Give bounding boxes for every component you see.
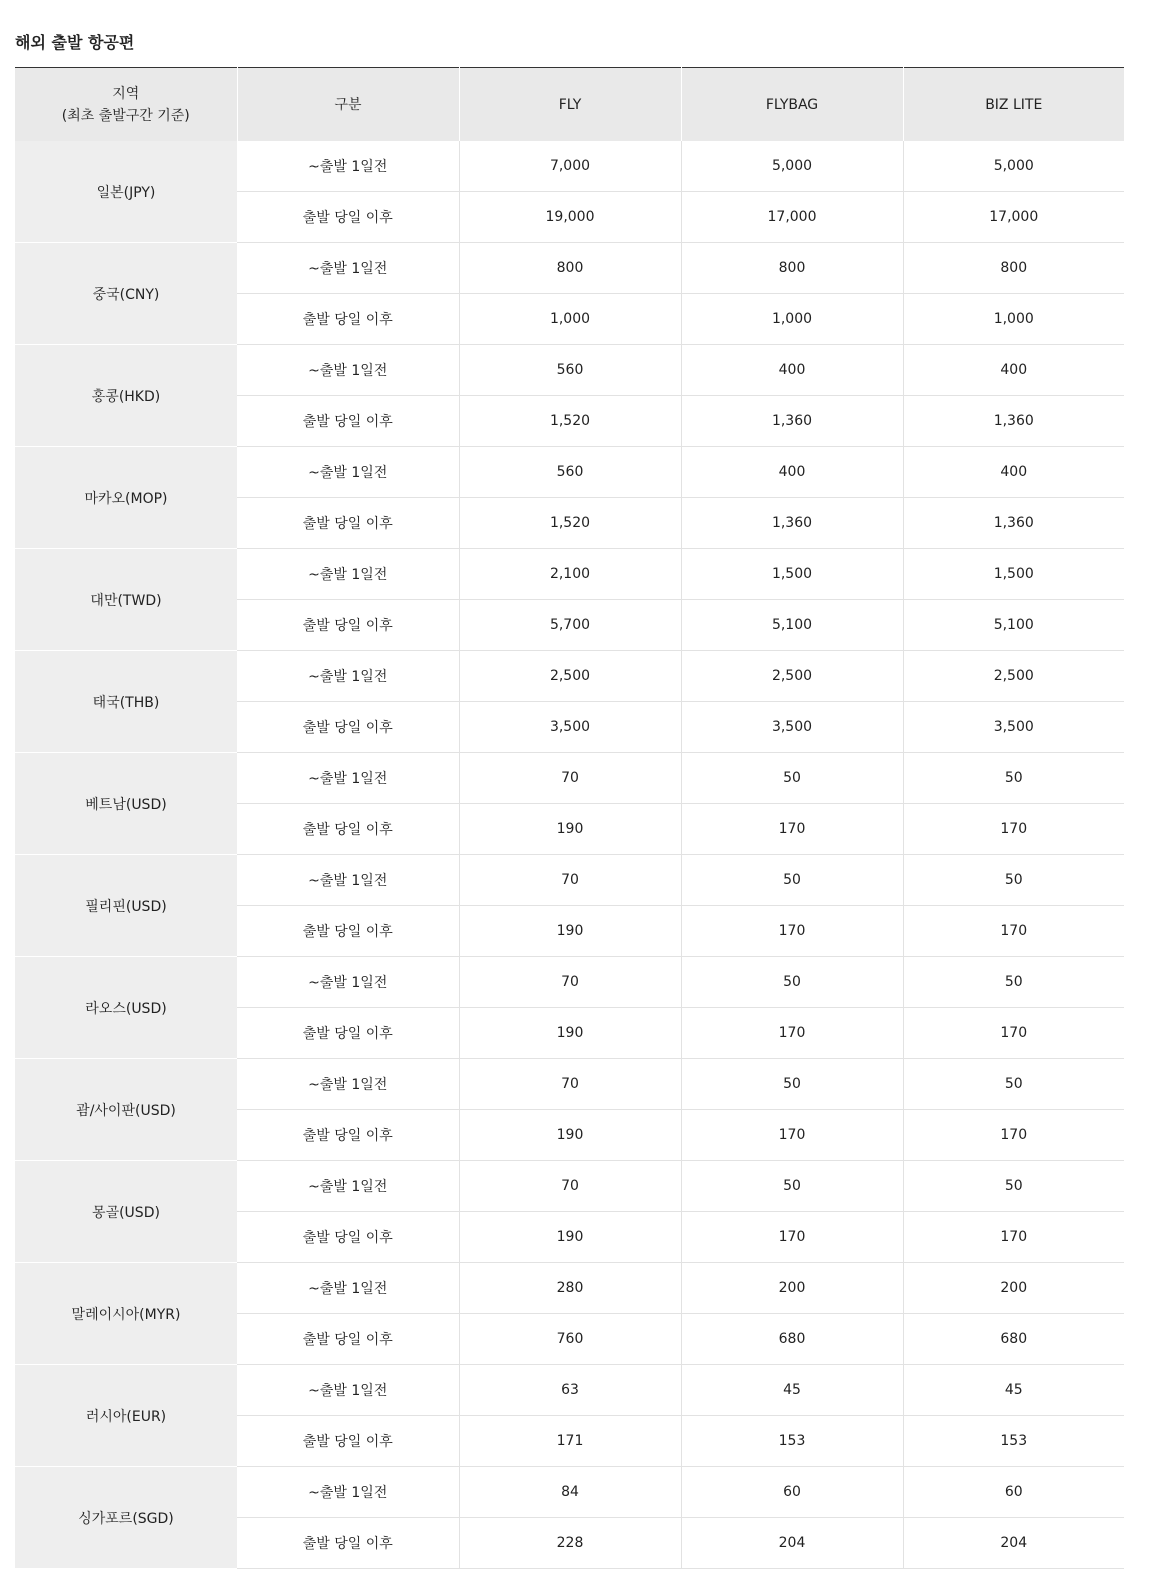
bizlite-fare-cell: 170 [903, 1212, 1124, 1263]
bizlite-fare-cell: 400 [903, 447, 1124, 498]
flybag-fare-cell: 50 [681, 753, 903, 804]
flybag-fare-cell: 50 [681, 1161, 903, 1212]
region-cell: 필리핀(USD) [15, 855, 237, 957]
bizlite-fare-cell: 680 [903, 1314, 1124, 1365]
fly-fare-cell: 1,520 [459, 396, 681, 447]
flybag-fare-cell: 5,100 [681, 600, 903, 651]
flybag-fare-cell: 17,000 [681, 192, 903, 243]
region-cell: 싱가포르(SGD) [15, 1467, 237, 1569]
flybag-fare-cell: 200 [681, 1263, 903, 1314]
fly-fare-cell: 5,700 [459, 600, 681, 651]
bizlite-fare-cell: 50 [903, 1059, 1124, 1110]
region-cell: 마카오(MOP) [15, 447, 237, 549]
flybag-fare-cell: 1,000 [681, 294, 903, 345]
region-cell: 일본(JPY) [15, 141, 237, 243]
fly-fare-cell: 2,500 [459, 651, 681, 702]
fare-table-body [15, 141, 1124, 1569]
table-row [15, 141, 1124, 192]
table-row [15, 447, 1124, 498]
division-cell: 출발 당일 이후 [237, 498, 459, 549]
table-row [15, 549, 1124, 600]
division-cell: 출발 당일 이후 [237, 1212, 459, 1263]
fly-fare-cell: 560 [459, 345, 681, 396]
table-row [15, 345, 1124, 396]
flybag-fare-cell: 170 [681, 1110, 903, 1161]
flybag-fare-cell: 1,360 [681, 396, 903, 447]
region-cell: 러시아(EUR) [15, 1365, 237, 1467]
fly-fare-cell: 1,520 [459, 498, 681, 549]
fly-fare-cell: 84 [459, 1467, 681, 1518]
flybag-fare-cell: 400 [681, 447, 903, 498]
bizlite-fare-cell: 1,360 [903, 396, 1124, 447]
header-region [15, 68, 237, 142]
flybag-fare-cell: 45 [681, 1365, 903, 1416]
division-cell: ~출발 1일전 [237, 549, 459, 600]
division-cell: 출발 당일 이후 [237, 804, 459, 855]
division-cell: ~출발 1일전 [237, 1467, 459, 1518]
fly-fare-cell: 190 [459, 1110, 681, 1161]
bizlite-fare-cell: 50 [903, 1161, 1124, 1212]
fly-fare-cell: 760 [459, 1314, 681, 1365]
division-cell: ~출발 1일전 [237, 855, 459, 906]
region-cell: 홍콩(HKD) [15, 345, 237, 447]
division-cell: 출발 당일 이후 [237, 1314, 459, 1365]
division-cell: ~출발 1일전 [237, 447, 459, 498]
division-cell: ~출발 1일전 [237, 1263, 459, 1314]
fly-fare-cell: 70 [459, 855, 681, 906]
flybag-fare-cell: 1,500 [681, 549, 903, 600]
region-cell: 태국(THB) [15, 651, 237, 753]
region-cell: 몽골(USD) [15, 1161, 237, 1263]
fly-fare-cell: 190 [459, 906, 681, 957]
region-cell: 라오스(USD) [15, 957, 237, 1059]
fly-fare-cell: 7,000 [459, 141, 681, 192]
fly-fare-cell: 3,500 [459, 702, 681, 753]
bizlite-fare-cell: 50 [903, 753, 1124, 804]
header-region-label: 지역 [112, 85, 140, 102]
bizlite-fare-cell: 50 [903, 855, 1124, 906]
fly-fare-cell: 70 [459, 957, 681, 1008]
fly-fare-cell: 560 [459, 447, 681, 498]
fly-fare-cell: 228 [459, 1518, 681, 1569]
bizlite-fare-cell: 204 [903, 1518, 1124, 1569]
bizlite-fare-cell: 170 [903, 906, 1124, 957]
flybag-fare-cell: 680 [681, 1314, 903, 1365]
table-row [15, 651, 1124, 702]
table-row [15, 957, 1124, 1008]
flybag-fare-cell: 60 [681, 1467, 903, 1518]
flybag-fare-cell: 1,360 [681, 498, 903, 549]
bizlite-fare-cell: 3,500 [903, 702, 1124, 753]
bizlite-fare-cell: 60 [903, 1467, 1124, 1518]
flybag-fare-cell: 50 [681, 1059, 903, 1110]
bizlite-fare-cell: 5,000 [903, 141, 1124, 192]
flybag-fare-cell: 170 [681, 906, 903, 957]
bizlite-fare-cell: 17,000 [903, 192, 1124, 243]
bizlite-fare-cell: 45 [903, 1365, 1124, 1416]
fly-fare-cell: 800 [459, 243, 681, 294]
division-cell: 출발 당일 이후 [237, 294, 459, 345]
bizlite-fare-cell: 400 [903, 345, 1124, 396]
division-cell: ~출발 1일전 [237, 1059, 459, 1110]
division-cell: ~출발 1일전 [237, 141, 459, 192]
header-flybag: FLYBAG [681, 68, 903, 142]
region-cell: 중국(CNY) [15, 243, 237, 345]
fly-fare-cell: 70 [459, 1161, 681, 1212]
fly-fare-cell: 171 [459, 1416, 681, 1467]
bizlite-fare-cell: 50 [903, 957, 1124, 1008]
flybag-fare-cell: 3,500 [681, 702, 903, 753]
division-cell: ~출발 1일전 [237, 345, 459, 396]
flybag-fare-cell: 204 [681, 1518, 903, 1569]
region-cell: 베트남(USD) [15, 753, 237, 855]
flybag-fare-cell: 2,500 [681, 651, 903, 702]
division-cell: ~출발 1일전 [237, 1365, 459, 1416]
flybag-fare-cell: 800 [681, 243, 903, 294]
region-cell: 말레이시아(MYR) [15, 1263, 237, 1365]
flybag-fare-cell: 400 [681, 345, 903, 396]
flybag-fare-cell: 50 [681, 855, 903, 906]
bizlite-fare-cell: 170 [903, 1008, 1124, 1059]
bizlite-fare-cell: 1,000 [903, 294, 1124, 345]
flybag-fare-cell: 50 [681, 957, 903, 1008]
bizlite-fare-cell: 800 [903, 243, 1124, 294]
region-cell: 괌/사이판(USD) [15, 1059, 237, 1161]
table-row [15, 1263, 1124, 1314]
division-cell: 출발 당일 이후 [237, 1518, 459, 1569]
section-title: 해외 출발 항공편 [15, 33, 135, 52]
flybag-fare-cell: 170 [681, 804, 903, 855]
division-cell: 출발 당일 이후 [237, 396, 459, 447]
bizlite-fare-cell: 1,500 [903, 549, 1124, 600]
division-cell: 출발 당일 이후 [237, 906, 459, 957]
header-division: 구분 [237, 68, 459, 142]
header-bizlite: BIZ LITE [903, 68, 1124, 142]
fly-fare-cell: 190 [459, 1008, 681, 1059]
fly-fare-cell: 19,000 [459, 192, 681, 243]
flybag-fare-cell: 153 [681, 1416, 903, 1467]
division-cell: ~출발 1일전 [237, 243, 459, 294]
fare-table [15, 67, 1124, 1569]
table-row [15, 1467, 1124, 1518]
header-region-note: (최초 출발구간 기준) [61, 107, 190, 124]
division-cell: 출발 당일 이후 [237, 702, 459, 753]
flybag-fare-cell: 170 [681, 1212, 903, 1263]
fly-fare-cell: 280 [459, 1263, 681, 1314]
fly-fare-cell: 1,000 [459, 294, 681, 345]
fly-fare-cell: 70 [459, 753, 681, 804]
fly-fare-cell: 190 [459, 804, 681, 855]
division-cell: ~출발 1일전 [237, 1161, 459, 1212]
table-row [15, 1365, 1124, 1416]
fly-fare-cell: 2,100 [459, 549, 681, 600]
table-row [15, 243, 1124, 294]
bizlite-fare-cell: 5,100 [903, 600, 1124, 651]
table-row [15, 1161, 1124, 1212]
table-row [15, 855, 1124, 906]
fare-table-header [15, 68, 1124, 142]
fly-fare-cell: 190 [459, 1212, 681, 1263]
division-cell: ~출발 1일전 [237, 753, 459, 804]
bizlite-fare-cell: 170 [903, 804, 1124, 855]
division-cell: 출발 당일 이후 [237, 1110, 459, 1161]
header-row [15, 68, 1124, 142]
bizlite-fare-cell: 153 [903, 1416, 1124, 1467]
header-fly: FLY [459, 68, 681, 142]
region-cell: 대만(TWD) [15, 549, 237, 651]
bizlite-fare-cell: 2,500 [903, 651, 1124, 702]
flybag-fare-cell: 5,000 [681, 141, 903, 192]
table-row [15, 1059, 1124, 1110]
division-cell: ~출발 1일전 [237, 651, 459, 702]
division-cell: 출발 당일 이후 [237, 192, 459, 243]
division-cell: ~출발 1일전 [237, 957, 459, 1008]
table-row [15, 753, 1124, 804]
bizlite-fare-cell: 1,360 [903, 498, 1124, 549]
bizlite-fare-cell: 200 [903, 1263, 1124, 1314]
division-cell: 출발 당일 이후 [237, 1008, 459, 1059]
bizlite-fare-cell: 170 [903, 1110, 1124, 1161]
fly-fare-cell: 63 [459, 1365, 681, 1416]
flybag-fare-cell: 170 [681, 1008, 903, 1059]
fly-fare-cell: 70 [459, 1059, 681, 1110]
division-cell: 출발 당일 이후 [237, 1416, 459, 1467]
division-cell: 출발 당일 이후 [237, 600, 459, 651]
